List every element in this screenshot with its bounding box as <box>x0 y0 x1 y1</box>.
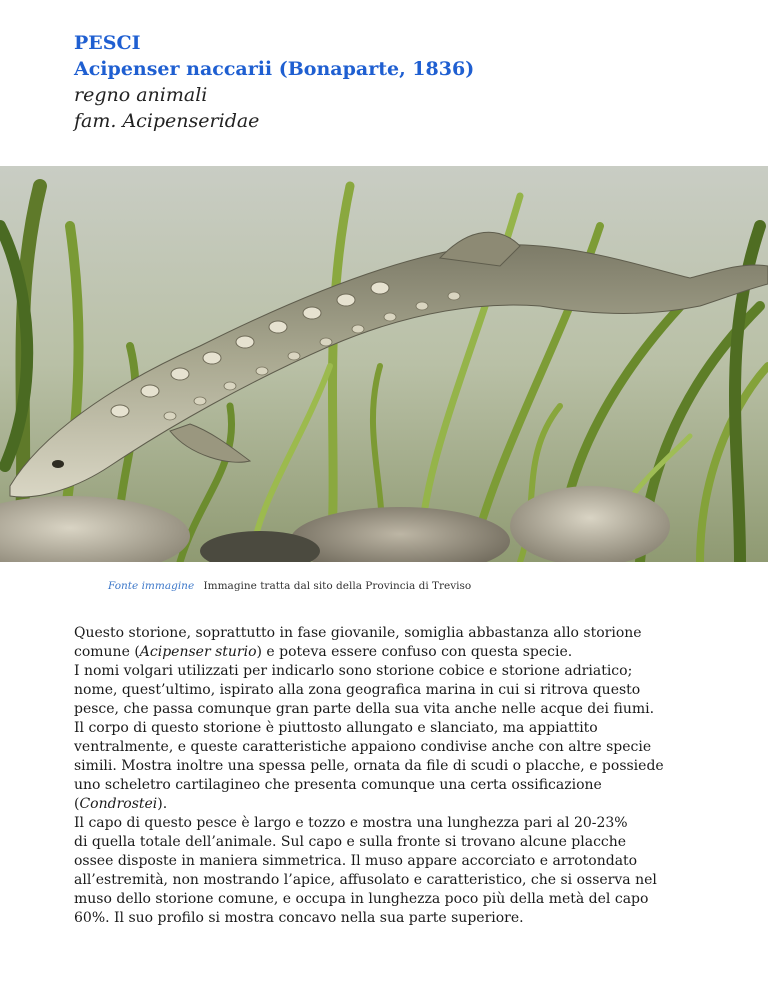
body-line: nome, quest’ultimo, ispirato alla zona geografica marina in cui si ritrova questo <box>74 682 641 698</box>
species-title: Acipenser naccarii (Bonaparte, 1836) <box>74 58 475 80</box>
family-label: fam. Acipenseridae <box>74 110 260 132</box>
body-line: Il corpo di questo storione è piuttosto allungato e slanciato, ma appiattito <box>74 720 598 736</box>
body-line: all’estremità, non mostrando l’apice, affusolato e caratteristico, che si osserva nel <box>74 872 657 888</box>
body-line <box>74 643 714 662</box>
body-line: simili. Mostra inoltre una spessa pelle, ornata da file di scudi o placche, e possiede <box>74 758 664 774</box>
text-span: ) e poteva essere confuso con questa specie. <box>256 644 573 660</box>
sturgeon-illustration <box>0 166 768 562</box>
body-line: Questo storione, soprattutto in fase giovanile, somiglia abbastanza allo storione <box>74 625 642 641</box>
body-line <box>74 795 714 814</box>
body-line: uno scheletro cartilagineo che presenta comunque una certa ossificazione <box>74 777 602 793</box>
text-span: ). <box>157 796 168 812</box>
category-title: PESCI <box>74 32 141 54</box>
image-caption <box>108 580 471 592</box>
body-line: I nomi volgari utilizzati per indicarlo sono storione cobice e storione adriatico; <box>74 663 633 679</box>
body-line: di quella totale dell’animale. Sul capo e sulla fronte si trovano alcune placche <box>74 834 627 850</box>
caption-text: Immagine tratta dal sito della Provincia di Treviso <box>203 580 472 592</box>
body-text <box>74 624 714 928</box>
caption-label: Fonte immagine <box>108 580 195 592</box>
italic-span: Condrostei <box>79 796 158 812</box>
body-line: muso dello storione comune, e occupa in lunghezza poco più della metà del capo <box>74 891 649 907</box>
text-span: ( <box>74 796 80 812</box>
kingdom-label: regno animali <box>74 84 208 106</box>
body-line: ventralmente, e queste caratteristiche appaiono condivise anche con altre specie <box>74 739 652 755</box>
body-line: ossee disposte in maniera simmetrica. Il muso appare accorciato e arrotondato <box>74 853 638 869</box>
sturgeon-photo <box>0 166 768 562</box>
italic-span: Acipenser sturio <box>139 644 257 660</box>
body-line: pesce, che passa comunque gran parte della sua vita anche nelle acque dei fiumi. <box>74 701 655 717</box>
text-span: comune ( <box>74 644 140 660</box>
body-line: 60%. Il suo profilo si mostra concavo nella sua parte superiore. <box>74 910 524 926</box>
body-line: Il capo di questo pesce è largo e tozzo e mostra una lunghezza pari al 20-23% <box>74 815 628 831</box>
document-header <box>74 30 474 134</box>
